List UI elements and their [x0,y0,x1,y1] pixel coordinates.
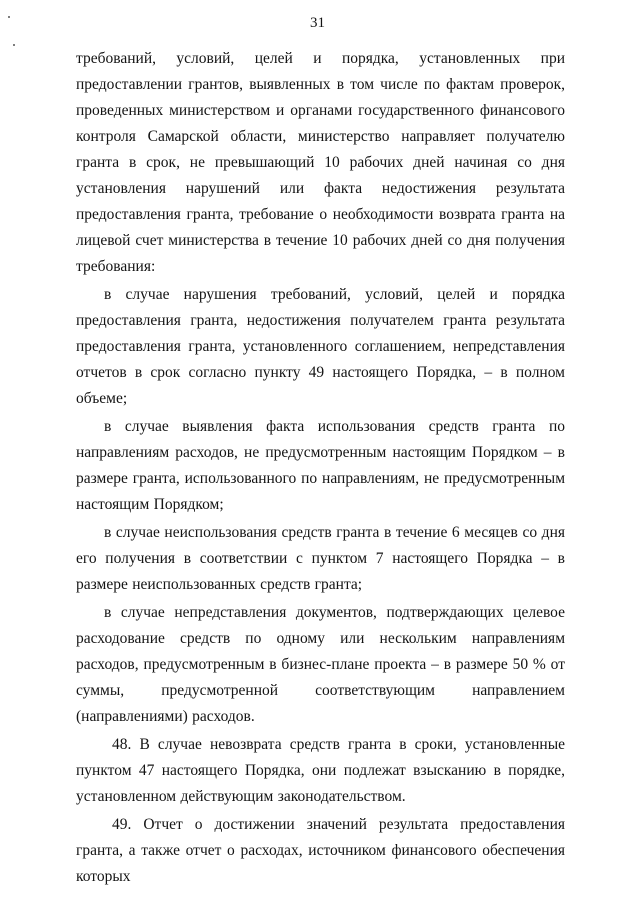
paragraph-48: 48. В случае невозврата средств гранта в сроки, установленные пунктом 47 настоящего Порядка, они подлежат взысканию в порядке, установленном действующим законодательством. [76,736,565,805]
scan-speck [13,44,15,46]
page-number: 31 [310,15,325,31]
document-body [76,46,565,892]
paragraph-case-no-documents: в случае непредставления документов, подтверждающих целевое расходование средств по одному или нескольким направлениям расходов, предусмотренным в бизнес-плане проекта – в размере 50 % от суммы, предусмотренной соответствующим направлением (направлениями) расходов. [76,604,565,725]
paragraph-case-violation: в случае нарушения требований, условий, целей и порядка предоставления гранта, недостижения получателем гранта результата предоставления гранта, установленного соглашением, непредставления отчетов в срок согласно пункту 49 настоящего Порядка, – в полном объеме; [76,286,565,407]
paragraph-49: 49. Отчет о достижении значений результата предоставления гранта, а также отчет о расходах, источником финансового обеспечения которых [76,816,565,885]
paragraph-case-unused: в случае неиспользования средств гранта в течение 6 месяцев со дня его получения в соответствии с пунктом 7 настоящего Порядка – в размере неиспользованных средств гранта; [76,524,565,593]
paragraph-case-misuse: в случае выявления факта использования средств гранта по направлениям расходов, не предусмотренным настоящим Порядком – в размере гранта, использованного по направлениям, не предусмотренным настоящим Порядком; [76,418,565,513]
paragraph-continuation: требований, условий, целей и порядка, установленных при предоставлении грантов, выявленных в том числе по фактам проверок, проведенных министерством и органами государственного финансового контроля Самарской области, министерство направляет получателю гранта в срок, не превышающий 10 рабочих дней начиная со дня установления нарушений или факта недостижения результата предоставления гранта, требование о необходимости возврата гранта на лицевой счет министерства в течение 10 рабочих дней со дня получения требования: [76,50,565,275]
